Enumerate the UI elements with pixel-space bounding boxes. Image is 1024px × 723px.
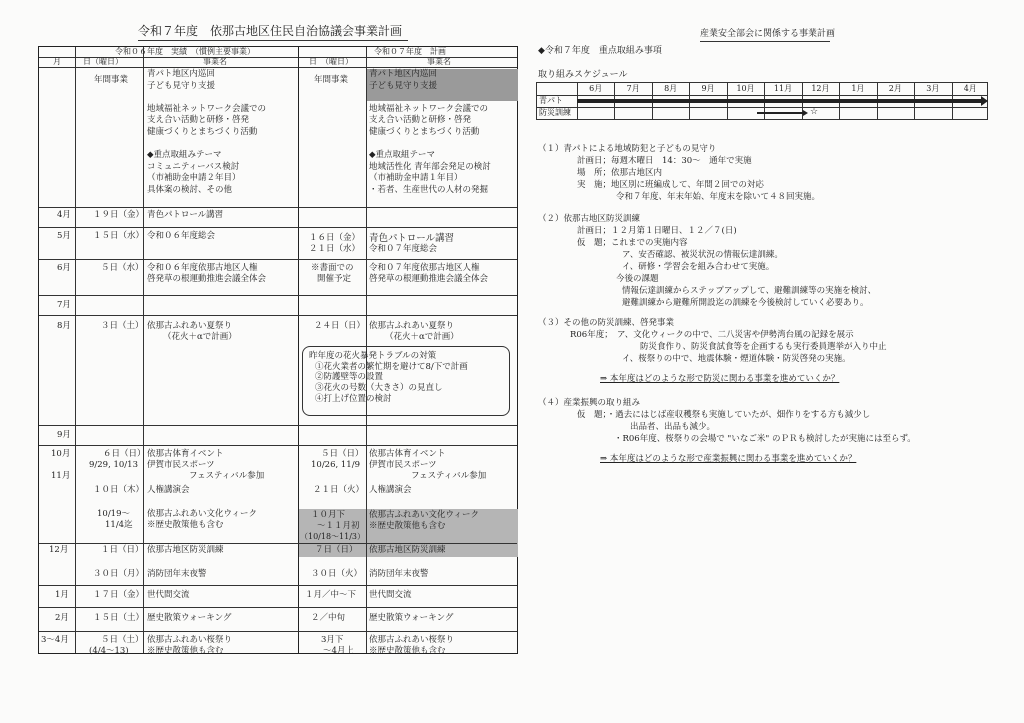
schedule-month-label: 2月 [888,84,902,93]
may-r6-event: 令和０６年度総会 [147,231,216,241]
right-title: 産業安全部会に関係する事業計画 [700,29,836,39]
annual-r7-line: 地域福祉ネットワーク会議での [369,103,489,114]
right-title-underline [700,41,830,42]
annual-r6-line: 支え合い活動と研修・啓発 [147,115,250,126]
annual-r6-line [147,92,266,104]
header-event-r6: 事業名 [203,57,227,66]
may-r7-event-a: 青色パトロール講習 [369,233,455,244]
annual-r6-line: 地域福祉ネットワーク会議での [147,103,267,114]
schedule-month-label: 3月 [926,84,940,93]
annual-r7-date: 年間事業 [314,75,349,85]
s4-line-1: 仮 題；・過去にはじば産収穫祭も実施していたが、畑作りをする方も減少し [577,410,871,420]
feb-r7-date: ２／中旬 [311,613,346,623]
countermeasure-item: ④打上げ位置の検討 [315,393,392,404]
schedule-month-label: 11月 [773,84,793,93]
oct-r6-date-c: １０日（木） [93,485,145,495]
month-jan: 1月 [55,590,69,600]
annual-r7-line: 子ども見守り支援 [369,80,438,91]
annual-r6-items [147,69,266,197]
apr-r6-date: １９日（金） [93,210,145,220]
star-icon: ☆ [810,107,819,117]
dec-r6-date-b: ３０日（月） [93,569,145,579]
oct-r7-event-a: 依那古体育イベント [369,449,446,459]
schedule-month-label: 8月 [664,84,678,93]
section4-title: （４）産業振興の取り組み [538,398,641,408]
countermeasure-list [309,362,503,405]
feb-r6-date: １５日（土） [93,613,145,623]
annual-r6-line: （市補助金申請２年目） [147,173,241,184]
annual-r6-line [147,139,266,151]
jan-r6-date: １７日（金） [93,590,145,600]
title-underline [138,40,408,41]
aug-r6-event-b: （花火＋αで計画） [163,332,237,342]
dec-r7-date-a: ７日（日） [315,545,358,555]
annual-r7-line: 地域活性化 青年部会発足の検討 [369,161,491,172]
jan-r7-event: 世代間交流 [369,590,412,600]
dec-r6-date-a: １日（日） [101,545,144,555]
aopato-arrow [577,99,981,103]
oct-r6-event-c: フェスティバル参加 [189,471,265,481]
s1-line-4: 令和７年度、年末年始、年度末を除いて４８回実施。 [616,192,821,202]
aug-r7-event-b: （花火＋αで計画） [385,332,459,342]
annual-r7-line: ◆重点取組テーマ [369,150,436,161]
apr-r6-event: 青色パトロール講習 [147,210,224,220]
s2-line-1: 計画日；１２月第１日曜日、１２／７(日) [577,226,737,236]
schedule-month-label: 10月 [736,84,755,93]
mar-r7-event-a: 依那古ふれあい桜祭り [369,635,455,645]
jun-r7-note-a: ※書面での [311,263,354,273]
dec-r7-date-b: ３０日（火） [311,569,363,579]
month-jul: 7月 [57,300,71,310]
s1-line-2: 場 所；依那古地区内 [577,168,663,178]
month-sep: 9月 [57,430,71,440]
month-mar-apr: 3～4月 [41,635,69,645]
annual-r7-line: 青パト地区内巡回 [369,69,437,79]
aopato-arrowhead-icon [981,96,988,106]
may-r7-date-a: １６日（金） [309,233,361,243]
schedule-month-label: 6月 [589,84,603,93]
feb-r7-event: 歴史散策ウォーキング [369,613,454,623]
mar-r7-date-a: 3月下 [321,635,344,645]
oct-r6-date-b: 9/29, 10/13 [89,460,138,470]
mar-r7-date-b: ～4月上 [323,646,354,656]
bousai-arrow [757,112,803,114]
oct-r6-event-f: ※歴史散策他も含む [147,520,224,530]
aug-r6-date: ３日（土） [101,321,144,331]
may-r6-date: １５日（水） [93,231,145,241]
may-r7-event-b: 令和０７年度総会 [369,244,438,254]
annual-r6-line: 子ども見守り支援 [147,80,216,91]
bousai-arrowhead-icon [803,110,808,116]
jan-r7-date: １月／中～下 [305,590,357,600]
oct-r7-event-b: 伊賀市民スポーツ [369,460,437,470]
month-apr: 4月 [57,210,71,220]
header-date-r6: 日（曜日） [83,57,123,66]
s4-question: ⇒ 本年度はどのような形で産業振興に関わる事業を進めていくか？ [600,454,857,464]
month-nov: 11月 [51,471,71,481]
s2-line-7: 避難訓練から避難所開設迄の訓練を今後検討していく必要あり。 [622,298,869,308]
left-title: 令和７年度 依那古地区住民自治協議会事業計画 [138,24,403,38]
s4-line-2: 出品者、出品も減少。 [630,422,716,432]
annual-r7-items [369,69,491,197]
month-jun: 6月 [57,263,71,273]
oct-r6-date-a: ６日（日） [103,449,146,459]
oct-r7-date-c: ２１日（火） [313,485,365,495]
mar-r6-date-a: ５日（土） [101,635,144,645]
annual-r6-line: 青パト地区内巡回 [147,69,215,79]
oct-r7-event-d: 人権講演会 [369,485,412,495]
annual-r7-line [369,92,491,104]
aug-r7-date: ２４日（日） [314,321,366,331]
schedule-table [536,82,988,120]
aug-r7-event-a: 依那古ふれあい夏祭り [369,321,455,331]
schedule-title: 取り組みスケジュール [538,70,628,80]
oct-r7-event-c: フェスティバル参加 [411,471,487,481]
oct-r7-event-e: 依那古ふれあい文化ウィーク [369,510,479,520]
countermeasure-item: ②防護壁等の設置 [315,372,384,383]
jun-r7-note-b: 開催予定 [317,274,352,284]
mar-r7-event-b: ※歴史散策他も含む [369,646,446,656]
annual-r7-line: ・若者、生産世代の人材の発掘 [369,184,489,195]
month-may: 5月 [57,231,71,241]
s3-line-3: イ、桜祭りの中で、地震体験・煙道体験・防災啓発の実施。 [622,354,851,364]
oct-r7-event-f: ※歴史散策他も含む [369,521,446,531]
dec-r6-event-b: 消防団年末夜警 [147,569,207,579]
annual-r6-line: 具体案の検討、その他 [147,184,233,195]
jun-r6-date: ５日（水） [101,263,144,273]
dec-r7-event-a: 依那古地区防災訓練 [369,545,446,555]
oct-r6-event-d: 人権講演会 [147,485,190,495]
oct-r6-event-a: 依那古体育イベント [147,449,224,459]
schedule-month-label: 9月 [701,84,715,93]
oct-r6-date-d: 10/19～ [97,509,130,519]
s3-line-1: R06年度； ア、文化ウィークの中で、二八災害や伊勢湾台風の記録を展示 [570,330,854,340]
annual-r7-line: 支え合い活動と研修・啓発 [369,115,472,126]
mar-r6-date-b: (4/4～13) [89,646,129,656]
annual-r7-line [369,139,491,151]
fireworks-countermeasure-box [302,346,510,416]
countermeasure-title: 昨年度の花火暴発トラブルの対策 [309,351,437,361]
jun-r7-event-b: 啓発草の根運動推進会議全体会 [369,274,489,284]
s1-line-1: 計画日；毎週木曜日 14：30～ 通年で実施 [577,156,752,166]
s2-line-4: イ、研修・学習会を組み合わせて実施。 [622,262,775,272]
header-r7: 令和０７年度 計画 [374,47,446,56]
oct-r7-date-a: ５日（日） [321,449,364,459]
oct-r7-date-f: （10/18～11/3） [300,532,366,541]
annual-r7-line: （市補助金申請１年目） [369,173,463,184]
countermeasure-item: ①花火業者の繁忙期を避けて8/下で計画 [315,361,468,372]
oct-r7-date-e: ～１１月初 [317,521,360,531]
jun-r7-event-a: 令和０７年度依那古地区人権 [369,263,480,273]
may-r7-date-b: ２１日（水） [309,244,361,254]
month-oct: 10月 [51,449,71,459]
dec-r6-event-a: 依那古地区防災訓練 [147,545,224,555]
mar-r6-event-a: 依那古ふれあい桜祭り [147,635,233,645]
annual-r6-line: ◆重点取組みテーマ [147,150,222,161]
s3-question: ⇒ 本年度はどのような形で防災に関わる事業を進めていくか？ [600,374,840,384]
annual-r6-line: コミュニティーバス検討 [147,161,240,172]
countermeasure-item: ③花火の号数（大きさ）の見直し [315,382,443,393]
month-aug: 8月 [57,321,71,331]
header-r6: 令和０６年度 実績 （慣例主要事業） [115,47,255,56]
annual-r6-date: 年間事業 [94,75,129,85]
oct-r7-date-d: １０月下 [311,510,346,520]
schedule-month-label: 12月 [811,84,830,93]
schedule-row-aopato: 青パト [539,96,563,105]
month-dec: 12月 [49,545,69,555]
dec-r7-event-b: 消防団年末夜警 [369,569,429,579]
section3-title: （３）その他の防災訓練、啓発事業 [538,318,675,328]
header-month: 月 [53,57,61,66]
oct-r6-event-e: 依那古ふれあい文化ウィーク [147,509,257,519]
s4-line-3: ・R06年度、桜祭りの会場で "いなご米" のＰＲも検討したが実施には至らず。 [614,434,916,444]
annual-r6-line: 健康づくりとまちづくり活動 [147,126,258,137]
feb-r6-event: 歴史散策ウォーキング [147,613,232,623]
right-subtitle: ◆令和７年度 重点取組み事項 [538,46,662,56]
jun-r6-event-b: 啓発草の根運動推進会議全体会 [147,274,267,284]
schedule-month-label: 1月 [851,84,865,93]
s2-line-3: ア、安否確認、被災状況の情報伝達訓練。 [622,250,783,260]
mar-r6-event-b: ※歴史散策他も含む [147,646,224,656]
section2-title: （２）依那古地区防災訓練 [538,214,641,224]
annual-r7-line: 健康づくりとまちづくり活動 [369,126,480,137]
s2-line-5: 今後の課題 [616,274,659,284]
header-event-r7: 事業名 [427,57,451,66]
schedule-month-label: 7月 [626,84,640,93]
s1-line-3: 実 施；地区別に班編成して、年間２回での対応 [577,180,764,190]
jan-r6-event: 世代間交流 [147,590,190,600]
month-feb: 2月 [55,613,69,623]
s3-line-2: 防災食作り、防災食試食等を企画するも実行委員選挙が入り中止 [640,342,887,352]
oct-r6-event-b: 伊賀市民スポーツ [147,460,215,470]
schedule-month-label: 4月 [963,84,977,93]
s2-line-6: 情報伝達訓練からステップアップして、避難訓練等の実施を検討、 [622,286,877,296]
oct-r7-date-b: 10/26, 11/9 [311,460,360,470]
section1-title: （１）青パトによる地域防犯と子どもの見守り [538,144,717,154]
header-date-r7: 日 （曜日） [309,57,353,66]
jun-r6-event-a: 令和０６年度依那古地区人権 [147,263,258,273]
oct-r6-date-e: 11/4迄 [105,520,133,530]
schedule-row-bousai: 防災訓練 [539,108,571,117]
s2-line-2: 仮 題；これまでの実施内容 [577,238,688,248]
aug-r6-event-a: 依那古ふれあい夏祭り [147,321,233,331]
